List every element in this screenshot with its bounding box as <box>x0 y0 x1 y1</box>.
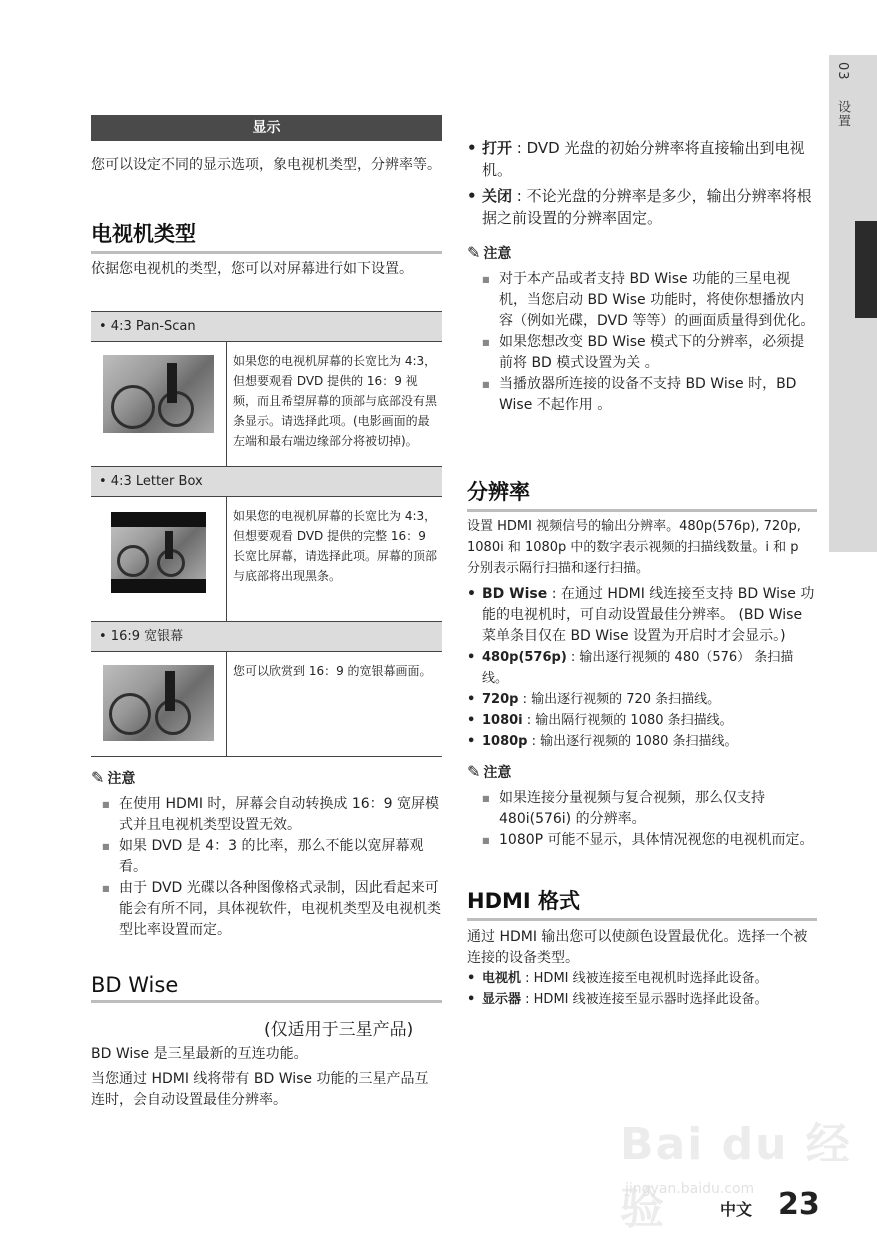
resolution-list <box>467 584 817 752</box>
side-tab-label <box>833 62 852 128</box>
bd-wise-on: • 打开 : DVD 光盘的初始分辨率将直接输出到电视机。 <box>467 139 805 179</box>
wide-photo <box>103 665 214 741</box>
resolution-notes <box>467 762 817 851</box>
note-item: ■ 在使用 HDMI 时，屏幕会自动转换成 16：9 宽屏模式并且电视机类型设置无效。 <box>99 794 443 836</box>
pan-scan-desc: 如果您的电视机屏幕的长宽比为 4:3，但想要观看 DVD 提供的 16：9 视频，而且希望屏幕的顶部与底部没有黑条显示。请选择此项。(电影画面的最左端和最右端边缘部分将被切掉)。 <box>227 342 443 467</box>
resolution-title: 分辨率 <box>467 476 817 512</box>
hdmi-item-monitor: • 显示器 : HDMI 线被连接至显示器时选择此设备。 <box>467 989 817 1010</box>
tv-type-title: 电视机类型 <box>91 218 442 254</box>
option-letter-box: • 4:3 Letter Box <box>91 467 442 497</box>
resolution-item-1080p: • 1080p : 输出逐行视频的 1080 条扫描线。 <box>467 731 817 752</box>
display-intro: 您可以设定不同的显示选项，象电视机类型，分辨率等。 <box>91 157 441 173</box>
side-tab-marker <box>855 221 877 318</box>
resolution-item-bd-wise: • BD Wise : 在通过 HDMI 线连接至支持 BD Wise 功能的电视机时，可自动设置最佳分辨率。 (BD Wise 菜单条目仅在 BD Wise 设置为开启时才会显示。) <box>467 584 817 647</box>
note-item: ■ 1080P 可能不显示，具体情况视您的电视机而定。 <box>479 830 817 851</box>
bd-wise-notes <box>467 243 817 416</box>
hdmi-format-list <box>467 968 817 1010</box>
chapter-label: 设置 <box>835 99 850 128</box>
note-item: ■ 如果连接分量视频与复合视频，那么仅支持 480i(576i) 的分辨率。 <box>479 788 817 830</box>
pan-scan-image-cell <box>91 342 227 467</box>
option-pan-scan: • 4:3 Pan-Scan <box>91 312 442 342</box>
letter-box-photo <box>111 527 206 579</box>
resolution-item-1080i: • 1080i : 输出隔行视频的 1080 条扫描线。 <box>467 710 817 731</box>
resolution-intro: 设置 HDMI 视频信号的输出分辨率。480p(576p), 720p, 1080i 和 1080p 中的数字表示视频的扫描线数量。i 和 p 分别表示隔行扫描和逐行扫描。 <box>467 519 801 576</box>
bd-wise-line2: 当您通过 HDMI 线将带有 BD Wise 功能的三星产品互连时，会自动设置最佳分辨率。 <box>91 1071 429 1108</box>
wide-image-cell <box>91 652 227 757</box>
note-item: ■ 由于 DVD 光碟以各种图像格式录制，因此看起来可能会有所不同，具体视软件，电视机类型及电视机类型比率设置而定。 <box>99 878 443 941</box>
hdmi-format-intro: 通过 HDMI 输出您可以使颜色设置最优化。选择一个被连接的设备类型。 <box>467 929 808 966</box>
letter-box-image-cell <box>91 497 227 622</box>
pencil-icon: ✎ <box>467 762 481 781</box>
note-title: 注意 <box>483 246 512 262</box>
resolution-item-480p: • 480p(576p) : 输出逐行视频的 480（576） 条扫描线。 <box>467 647 817 689</box>
bd-wise-line1: BD Wise 是三星最新的互连功能。 <box>91 1046 308 1062</box>
note-title: 注意 <box>107 771 136 787</box>
pencil-icon: ✎ <box>91 768 105 787</box>
wide-desc: 您可以欣赏到 16：9 的宽银幕画面。 <box>227 652 443 757</box>
bd-wise-options <box>467 137 815 229</box>
note-item: ■ 当播放器所连接的设备不支持 BD Wise 时，BD Wise 不起作用 。 <box>479 374 817 416</box>
note-title: 注意 <box>483 765 512 781</box>
chapter-number: 03 <box>835 62 850 81</box>
hdmi-item-tv: • 电视机 : HDMI 线被连接至电视机时选择此设备。 <box>467 968 817 989</box>
note-item: ■ 如果您想改变 BD Wise 模式下的分辨率，必须提前将 BD 模式设置为关 。 <box>479 332 817 374</box>
baidu-watermark: Bai du 经验 <box>620 1119 852 1234</box>
tv-type-table <box>91 311 442 757</box>
resolution-item-720p: • 720p : 输出逐行视频的 720 条扫描线。 <box>467 689 817 710</box>
page-number: 23 <box>778 1187 820 1222</box>
note-item: ■ 如果 DVD 是 4：3 的比率，那么不能以宽屏幕观看。 <box>99 836 443 878</box>
tv-type-notes <box>91 768 443 941</box>
page-language: 中文 <box>720 1200 753 1219</box>
hdmi-format-title: HDMI 格式 <box>467 885 817 921</box>
option-wide: • 16:9 宽银幕 <box>91 622 442 652</box>
letter-box-desc: 如果您的电视机屏幕的长宽比为 4:3，但想要观看 DVD 提供的完整 16：9 长宽比屏幕，请选择此项。屏幕的顶部与底部将出现黑条。 <box>227 497 443 622</box>
tv-type-intro: 依据您电视机的类型，您可以对屏幕进行如下设置。 <box>91 261 413 277</box>
display-header: 显示 <box>91 115 442 141</box>
bd-wise-off: • 关闭 : 不论光盘的分辨率是多少，输出分辨率将根据之前设置的分辨率固定。 <box>467 187 812 227</box>
bd-wise-title: BD Wise <box>91 973 442 1003</box>
baidu-watermark-url: jingyan.baidu.com <box>625 1181 755 1197</box>
pan-scan-photo <box>103 355 214 433</box>
note-item: ■ 对于本产品或者支持 BD Wise 功能的三星电视机，当您启动 BD Wise 功能时，将使你想播放内容（例如光碟，DVD 等等）的画面质量得到优化。 <box>479 269 817 332</box>
bd-wise-subtitle: (仅适用于三星产品) <box>264 1020 414 1040</box>
pencil-icon: ✎ <box>467 243 481 262</box>
